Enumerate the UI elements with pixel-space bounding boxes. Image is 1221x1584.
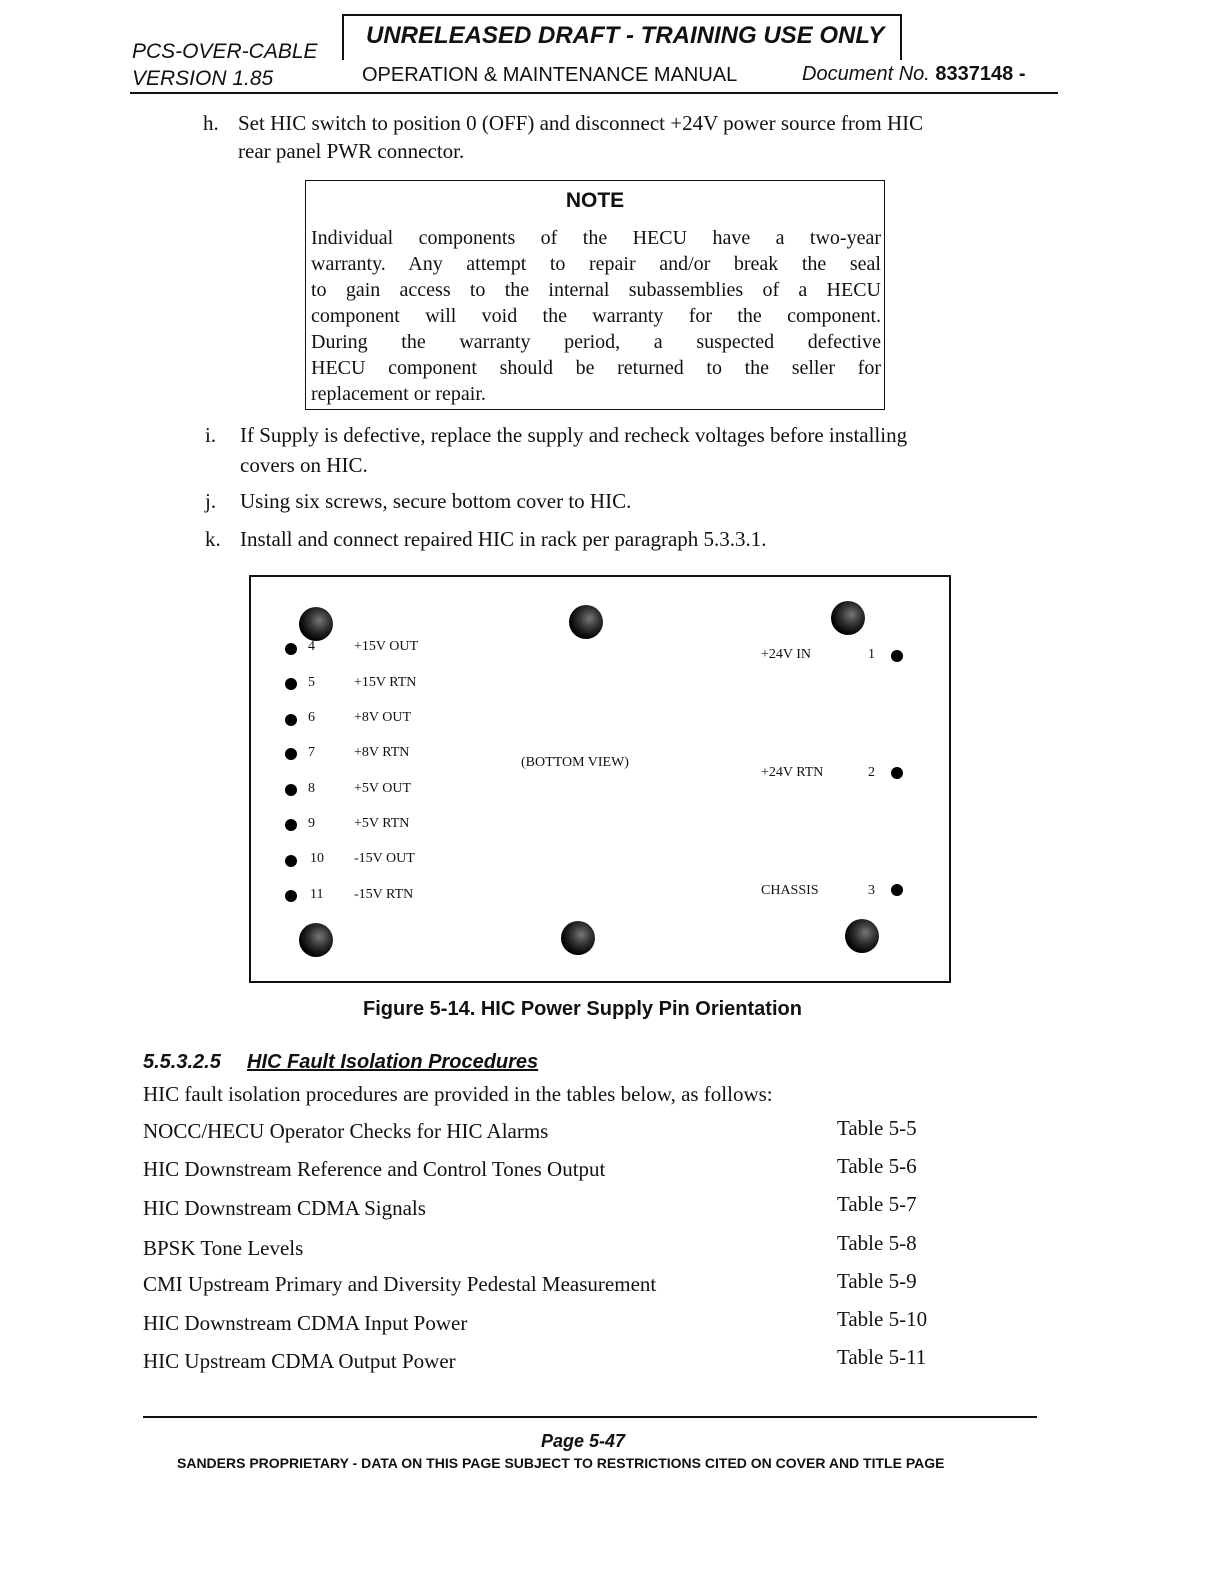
step-label: h.	[203, 111, 219, 135]
pin-number: 7	[308, 745, 315, 760]
step-line: Install and connect repaired HIC in rack per paragraph 5.3.3.1.	[240, 527, 767, 551]
pin-dot-icon	[285, 784, 297, 796]
pin-dot-icon	[891, 884, 903, 896]
pin-label: +5V RTN	[354, 816, 410, 831]
table-list-item: HIC Downstream Reference and Control Tones Output	[143, 1157, 606, 1181]
table-list-item: HIC Downstream CDMA Signals	[143, 1196, 426, 1220]
pin-orientation-figure	[249, 575, 951, 983]
doc-number: 8337148 -	[935, 63, 1026, 85]
pin-dot-icon	[285, 678, 297, 690]
section-intro: HIC fault isolation procedures are provided in the tables below, as follows:	[143, 1082, 773, 1106]
pin-label: +24V RTN	[761, 765, 824, 780]
table-list-item: HIC Upstream CDMA Output Power	[143, 1349, 456, 1373]
table-list-item: NOCC/HECU Operator Checks for HIC Alarms	[143, 1119, 549, 1143]
document-number	[802, 63, 1025, 86]
pin-dot-icon	[285, 855, 297, 867]
pin-number: 1	[868, 647, 875, 662]
version-label: VERSION 1.85	[132, 67, 274, 90]
pin-label: +5V OUT	[354, 781, 412, 796]
step-label: k.	[205, 527, 221, 551]
mounting-hole-icon	[299, 923, 333, 957]
manual-title: OPERATION & MAINTENANCE MANUAL	[362, 64, 738, 86]
header-rule	[130, 92, 1058, 94]
pin-dot-icon	[285, 819, 297, 831]
note-line: replacement or repair.	[311, 383, 486, 405]
step-line: rear panel PWR connector.	[238, 139, 465, 163]
pin-dot-icon	[891, 767, 903, 779]
mounting-hole-icon	[299, 607, 333, 641]
mounting-hole-icon	[831, 601, 865, 635]
table-reference: Table 5-7	[837, 1192, 917, 1216]
pin-number: 5	[308, 675, 315, 690]
pin-number: 11	[310, 887, 324, 902]
table-list-item: CMI Upstream Primary and Diversity Pedestal Measurement	[143, 1272, 657, 1296]
footer-rule	[143, 1416, 1037, 1418]
mounting-hole-icon	[845, 919, 879, 953]
pin-dot-icon	[891, 650, 903, 662]
note-line: warranty. Any attempt to repair and/or break the seal	[311, 253, 881, 275]
table-list-item: HIC Downstream CDMA Input Power	[143, 1311, 468, 1335]
section-number: 5.5.3.2.5	[143, 1051, 221, 1073]
table-reference: Table 5-8	[837, 1231, 917, 1255]
mounting-hole-icon	[569, 605, 603, 639]
note-line: to gain access to the internal subassemblies of a HECU	[311, 279, 881, 301]
pin-dot-icon	[285, 748, 297, 760]
proprietary-notice: SANDERS PROPRIETARY - DATA ON THIS PAGE SUBJECT TO RESTRICTIONS CITED ON COVER AND TITLE PAGE	[177, 1455, 945, 1471]
pin-number: 9	[308, 816, 315, 831]
step-line: Set HIC switch to position 0 (OFF) and disconnect +24V power source from HIC	[238, 111, 924, 135]
section-title: HIC Fault Isolation Procedures	[247, 1051, 539, 1073]
mounting-hole-icon	[561, 921, 595, 955]
pin-dot-icon	[285, 890, 297, 902]
step-line: If Supply is defective, replace the supply and recheck voltages before installing	[240, 423, 908, 447]
table-reference: Table 5-11	[837, 1345, 927, 1369]
step-label: i.	[205, 423, 217, 447]
pin-number: 10	[310, 851, 324, 866]
note-line: During the warranty period, a suspected defective	[311, 331, 881, 353]
pin-number: 3	[868, 883, 875, 898]
table-reference: Table 5-9	[837, 1269, 917, 1293]
note-box	[305, 180, 885, 410]
doc-label: Document No.	[802, 63, 930, 85]
table-reference: Table 5-6	[837, 1154, 917, 1178]
draft-banner: UNRELEASED DRAFT - TRAINING USE ONLY	[366, 22, 885, 49]
pin-number: 4	[308, 639, 315, 654]
bottom-view-label: (BOTTOM VIEW)	[521, 755, 629, 770]
pin-label: +15V OUT	[354, 639, 419, 654]
figure-caption: Figure 5-14. HIC Power Supply Pin Orientation	[363, 998, 802, 1020]
table-list-item: BPSK Tone Levels	[143, 1236, 304, 1260]
pin-label: -15V RTN	[354, 887, 414, 902]
pin-label: +15V RTN	[354, 675, 417, 690]
product-name: PCS-OVER-CABLE	[132, 40, 318, 63]
note-line: component will void the warranty for the component.	[311, 305, 881, 327]
step-line: Using six screws, secure bottom cover to HIC.	[240, 489, 632, 513]
pin-number: 2	[868, 765, 875, 780]
pin-label: +8V OUT	[354, 710, 412, 725]
note-title: NOTE	[565, 189, 625, 212]
step-line: covers on HIC.	[240, 453, 368, 477]
note-line: Individual components of the HECU have a two-year	[311, 227, 881, 249]
pin-number: 6	[308, 710, 315, 725]
note-line: HECU component should be returned to the seller for	[311, 357, 881, 379]
pin-label: CHASSIS	[761, 883, 819, 898]
table-reference: Table 5-5	[837, 1116, 917, 1140]
pin-label: -15V OUT	[354, 851, 415, 866]
pin-dot-icon	[285, 643, 297, 655]
pin-number: 8	[308, 781, 315, 796]
step-label: j.	[205, 489, 217, 513]
page-number: Page 5-47	[541, 1431, 626, 1451]
table-reference: Table 5-10	[837, 1307, 928, 1331]
pin-label: +8V RTN	[354, 745, 410, 760]
pin-label: +24V IN	[761, 647, 812, 662]
pin-dot-icon	[285, 714, 297, 726]
